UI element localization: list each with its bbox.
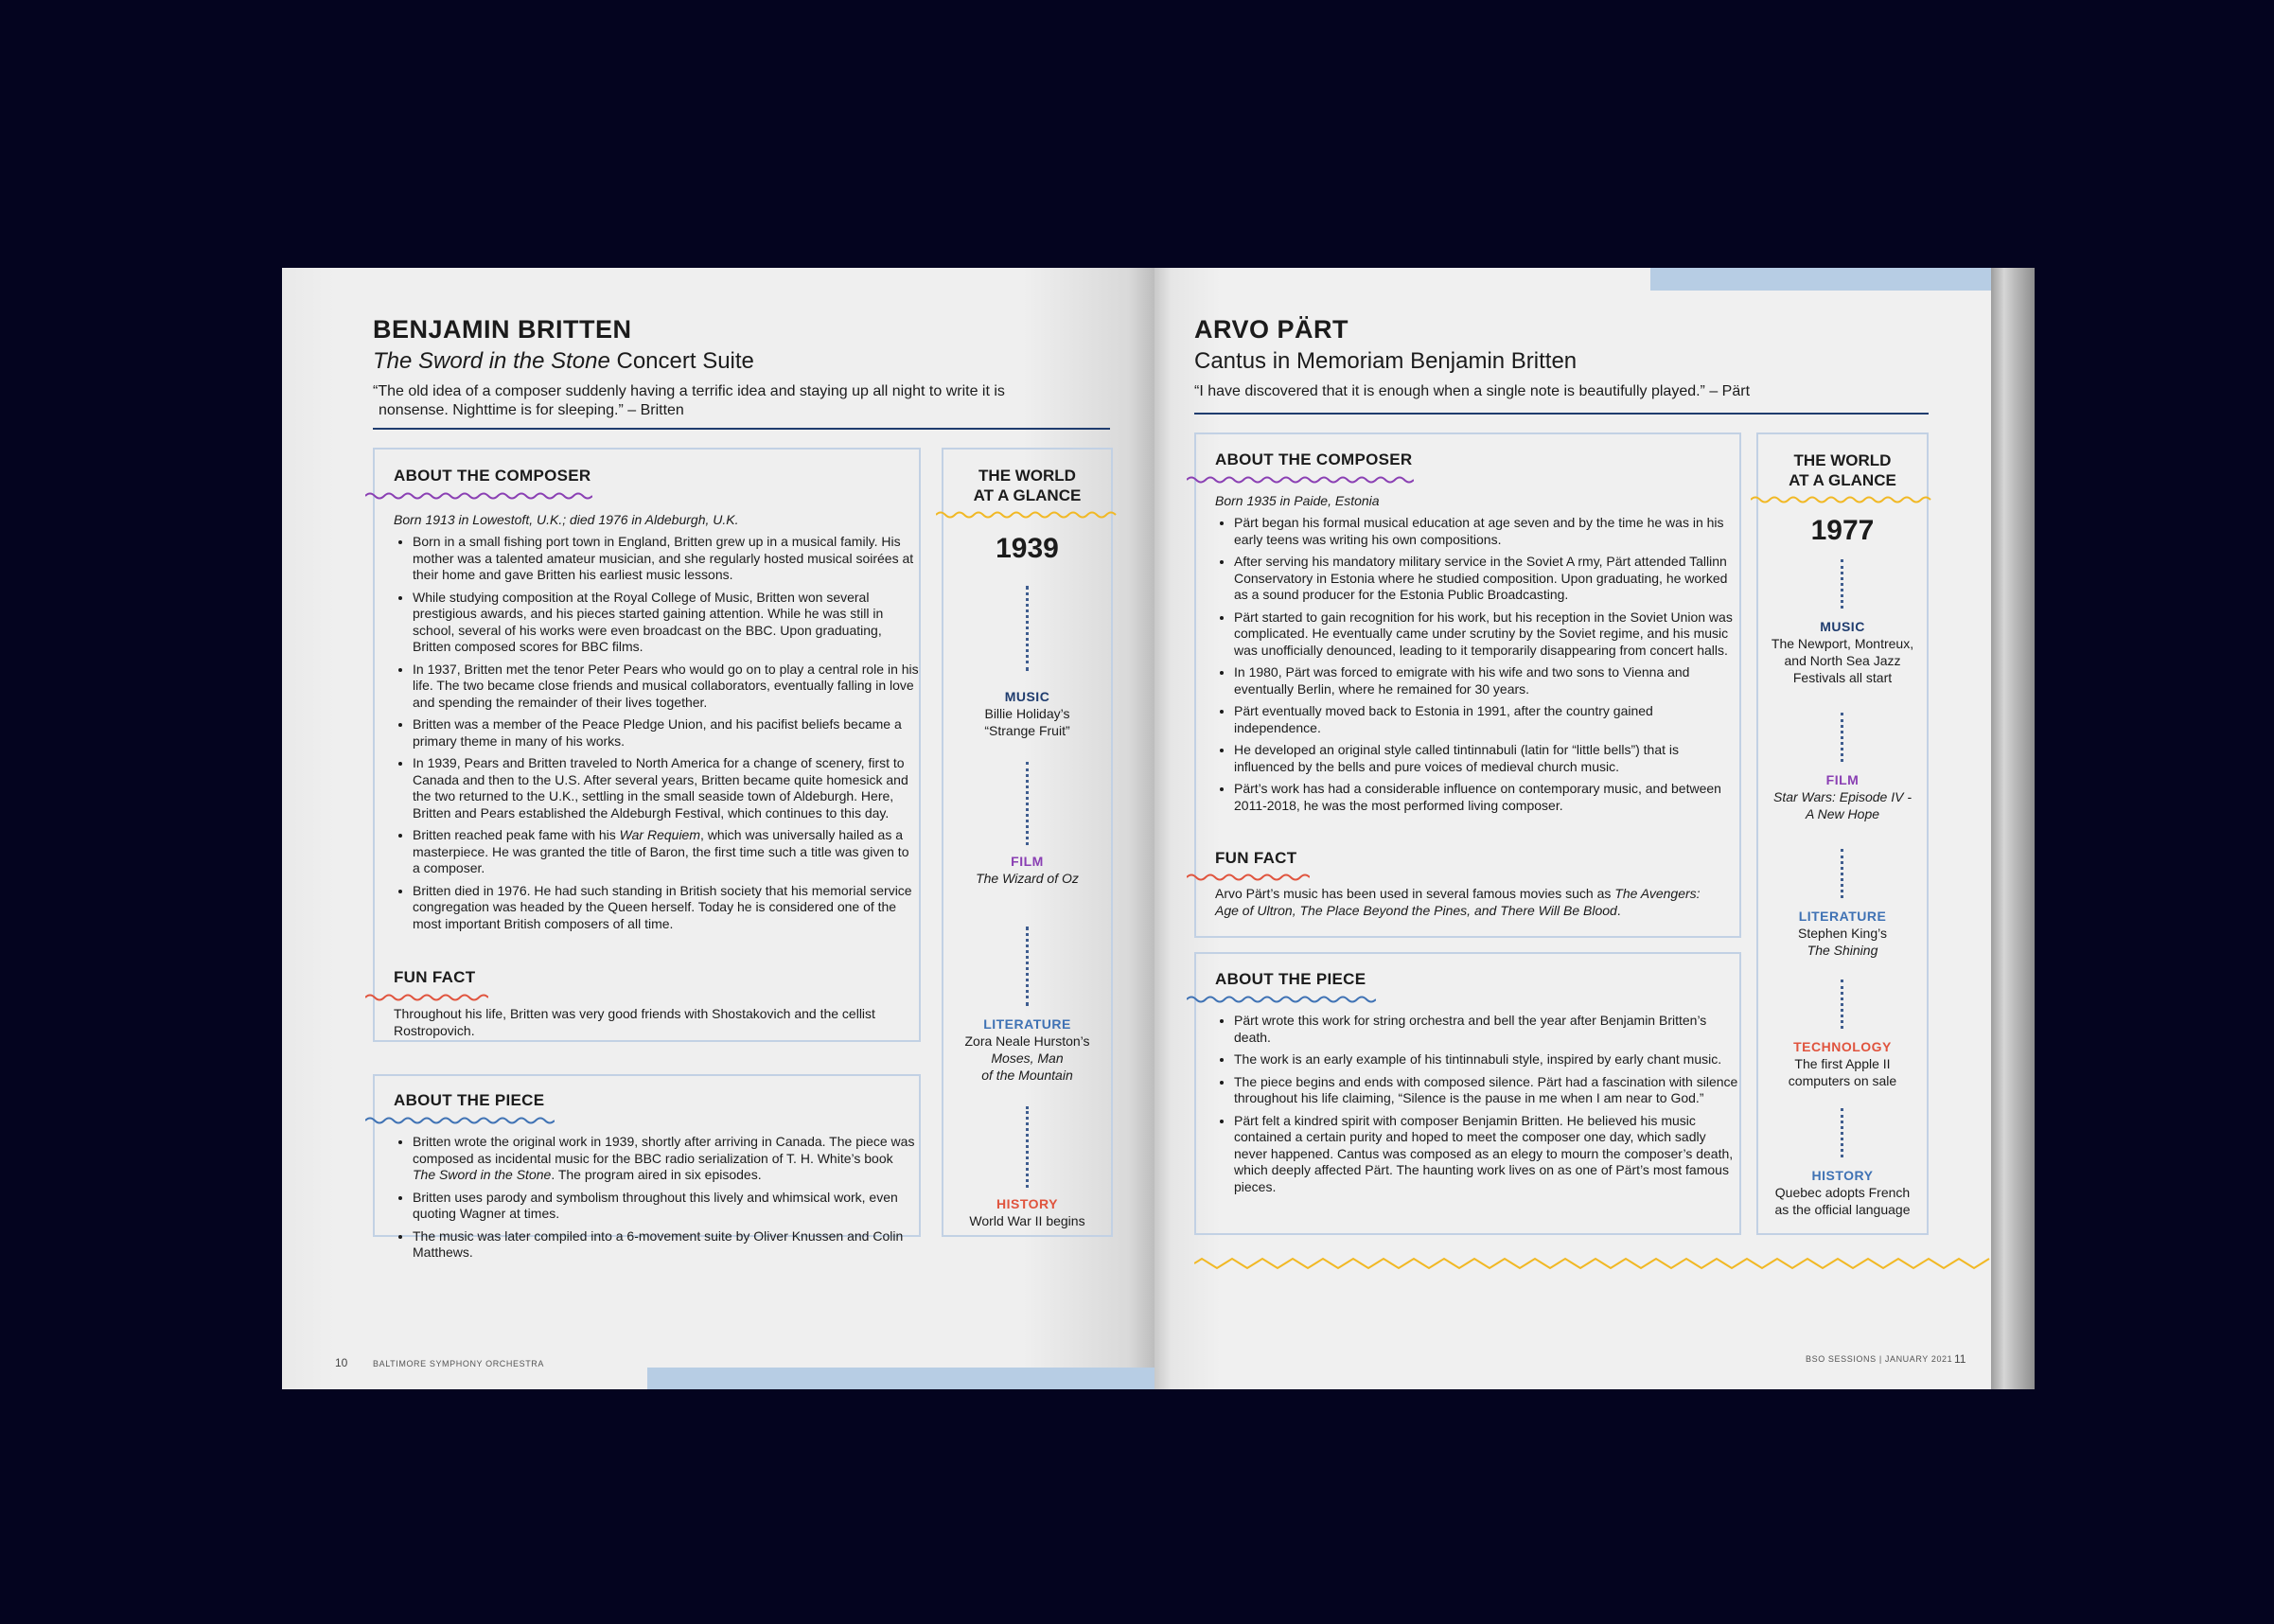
world-at-a-glance	[1756, 432, 1929, 1235]
right-header	[1194, 315, 1951, 401]
yellow-wave	[1751, 495, 1934, 504]
glance-history: HISTORY Quebec adopts French as the official language	[1774, 1168, 1911, 1217]
timeline-dots	[1841, 713, 1843, 762]
page-number: 11	[1954, 1352, 1966, 1366]
glance-year: 1977	[1810, 515, 1875, 546]
composer-bullets	[1215, 515, 1739, 820]
list-item: • Britten died in 1976. He had such standing in British society that his memorial service congregation was headed by the Queen herself. Today he is considered one of the most important British composers of all time.	[413, 883, 919, 933]
page-edges	[1991, 268, 2035, 1389]
fun-fact-title: FUN FACT	[1215, 849, 1297, 867]
page-number: 10	[335, 1356, 348, 1369]
composer-name: BENJAMIN BRITTEN	[373, 315, 632, 344]
list-item: • In 1939, Pears and Britten traveled to North America for a change of scenery, first to Canada and then to the U.S. After several years, Britten became quite homesick and the two returned to the U.K., settling in the small seaside town of Aldeburgh. Here, Britten and Pears established the Aldeburgh Festival, which continues to this day.	[413, 755, 919, 821]
left-page	[282, 268, 1155, 1389]
list-item: • The music was later compiled into a 6-movement suite by Oliver Knussen and Colin Matthews.	[413, 1228, 919, 1262]
list-item: • He developed an original style called tintinnabuli (latin for “little bells”) that is influenced by the bells and pure voices of medieval church music.	[1234, 742, 1739, 775]
piece-bullets	[1215, 1013, 1739, 1201]
about-composer-box	[1194, 432, 1741, 938]
timeline-dots	[1026, 762, 1029, 845]
red-wave	[365, 993, 488, 1002]
right-page	[1155, 268, 1991, 1389]
glance-technology: TECHNOLOGY The first Apple II computers on sale	[1788, 1039, 1897, 1088]
about-piece-title: ABOUT THE PIECE	[1215, 970, 1366, 988]
about-piece-title: ABOUT THE PIECE	[394, 1091, 545, 1109]
timeline-dots	[1841, 980, 1843, 1029]
piece-bullets	[394, 1134, 919, 1267]
timeline-dots	[1841, 1108, 1843, 1157]
blue-wave	[1187, 995, 1376, 1004]
list-item: • Pärt started to gain recognition for his work, but his reception in the Soviet Union was complicated. He eventually came under scrutiny by the Soviet regime, and his music was unofficially denounced, leading to it temporarily disappearing from concert halls.	[1234, 609, 1739, 660]
list-item: • In 1937, Britten met the tenor Peter Pears who would go on to play a central role in his life. The two became close friends and musical collaborators, eventually falling in love and spending the remainder of their lives together.	[413, 662, 919, 712]
about-composer-box	[373, 448, 921, 1042]
list-item: • Pärt wrote this work for string orchestra and bell the year after Benjamin Britten’s death.	[1234, 1013, 1739, 1046]
composer-bullets	[394, 534, 919, 938]
glance-literature: LITERATURE Stephen King’s The Shining	[1798, 909, 1887, 958]
purple-wave	[365, 491, 592, 501]
list-item: • Pärt felt a kindred spirit with composer Benjamin Britten. He believed his music contained a certain purity and hoped to meet the composer one day, which sadly never happened. Cantus was composed as an elegy to mourn the composer’s death, which deeply affected Pärt. The haunting work lives on as one of Pärt’s most famous pieces.	[1234, 1113, 1739, 1196]
glance-history: HISTORY World War II begins	[969, 1196, 1085, 1228]
list-item: • While studying composition at the Royal College of Music, Britten won several prestigious awards, and his pieces started gaining attention. While he was still in school, several of his works were even broadcast on the BBC. Upon graduating, Britten composed scores for BBC films.	[413, 590, 919, 656]
list-item: • After serving his mandatory military service in the Soviet A rmy, Pärt attended Tallinn Conservatory in Estonia where he studied composition. Upon graduating, he worked as a sound producer for the Estonia Public Broadcasting.	[1234, 554, 1739, 604]
composer-name: ARVO PÄRT	[1194, 315, 1349, 344]
timeline-dots	[1841, 849, 1843, 898]
list-item: • Pärt’s work has had a considerable influence on contemporary music, and between 2011-2018, he was the most performed living composer.	[1234, 781, 1739, 814]
timeline-dots	[1841, 559, 1843, 609]
open-magazine	[282, 268, 2035, 1389]
list-item: • The work is an early example of his tintinnabuli style, inspired by early chant music.	[1234, 1051, 1739, 1068]
page-footer: BALTIMORE SYMPHONY ORCHESTRA	[373, 1359, 544, 1368]
timeline-dots	[1026, 927, 1029, 1006]
list-item: • Britten uses parody and symbolism throughout this lively and whimsical work, even quoting Wagner at times.	[413, 1190, 919, 1223]
born-line: Born 1913 in Lowestoft, U.K.; died 1976 in Aldeburgh, U.K.	[394, 512, 739, 527]
glance-film: FILM Star Wars: Episode IV - A New Hope	[1772, 772, 1912, 821]
world-at-a-glance	[942, 448, 1113, 1237]
fun-fact-text: Throughout his life, Britten was very good friends with Shostakovich and the cellist Rostropovich.	[394, 1006, 875, 1038]
fun-fact-text: Arvo Pärt’s music has been used in several famous movies such as The Avengers: Age of Ultron, The Place Beyond the Pines, and There Will Be Blood.	[1215, 886, 1701, 918]
fun-fact-title: FUN FACT	[394, 968, 476, 986]
page-footer: BSO SESSIONS | JANUARY 2021	[1806, 1354, 1953, 1364]
glance-title: THE WORLD AT A GLANCE	[973, 467, 1082, 504]
timeline-dots	[1026, 1106, 1029, 1188]
glance-title: THE WORLD AT A GLANCE	[1789, 451, 1896, 489]
glance-literature: LITERATURE Zora Neale Hurston’s Moses, Man of the Mountain	[964, 1016, 1090, 1083]
composer-quote: “I have discovered that it is enough when a single note is beautifully played.” – Pärt	[1194, 383, 1751, 399]
about-piece-box	[1194, 952, 1741, 1235]
list-item: • Britten was a member of the Peace Pledge Union, and his pacifist beliefs became a primary theme in many of his works.	[413, 716, 919, 750]
list-item: • Pärt began his formal musical education at age seven and by the time he was in his early teens was writing his own compositions.	[1234, 515, 1739, 548]
about-composer-title: ABOUT THE COMPOSER	[394, 467, 591, 485]
left-header	[373, 315, 1092, 420]
glance-year: 1939	[996, 533, 1059, 564]
bottom-yellow-zigzag	[1194, 1257, 1991, 1270]
piece-title: The Sword in the Stone Concert Suite	[373, 348, 754, 374]
about-composer-title: ABOUT THE COMPOSER	[1215, 450, 1413, 468]
red-wave	[1187, 873, 1310, 882]
header-bar	[1650, 268, 1991, 291]
list-item: • In 1980, Pärt was forced to emigrate with his wife and two sons to Vienna and eventually Berlin, where he remained for 30 years.	[1234, 664, 1739, 697]
born-line: Born 1935 in Paide, Estonia	[1215, 493, 1380, 508]
header-rule	[1194, 413, 1929, 415]
timeline-dots	[1026, 586, 1029, 671]
glance-music: MUSIC The Newport, Montreux, and North Sea Jazz Festivals all start	[1771, 619, 1914, 685]
list-item: • Born in a small fishing port town in England, Britten grew up in a musical family. His mother was a talented amateur musician, and she regularly hosted musical soirées at their home and gave Britten his earliest music lessons.	[413, 534, 919, 584]
list-item: • Britten wrote the original work in 1939, shortly after arriving in Canada. The piece was composed as incidental music for the BBC radio serialization of T. H. White’s book The Sword in the Stone. The program aired in six episodes.	[413, 1134, 919, 1184]
composer-quote: “The old idea of a composer suddenly having a terrific idea and staying up all night to write it is nonsense. Nighttime is for sleeping.” – Britten	[373, 383, 1005, 418]
glance-music: MUSIC Billie Holiday’s “Strange Fruit”	[984, 689, 1070, 738]
list-item: • Pärt eventually moved back to Estonia in 1991, after the country gained independence.	[1234, 703, 1739, 736]
list-item: • The piece begins and ends with composed silence. Pärt had a fascination with silence throughout his life claiming, “Silence is the pause in me when I am near to God.”	[1234, 1074, 1739, 1107]
purple-wave	[1187, 475, 1414, 485]
glance-film: FILM The Wizard of Oz	[976, 854, 1079, 886]
about-piece-box	[373, 1074, 921, 1260]
list-item: • Britten reached peak fame with his War Requiem, which was universally hailed as a masterpiece. He was granted the title of Baron, the first time such a title was given to a composer.	[413, 827, 919, 877]
blue-wave	[365, 1116, 555, 1125]
yellow-wave	[936, 510, 1119, 520]
piece-title: Cantus in Memoriam Benjamin Britten	[1194, 348, 1578, 374]
footer-bar	[647, 1368, 1155, 1389]
header-rule	[373, 428, 1110, 430]
